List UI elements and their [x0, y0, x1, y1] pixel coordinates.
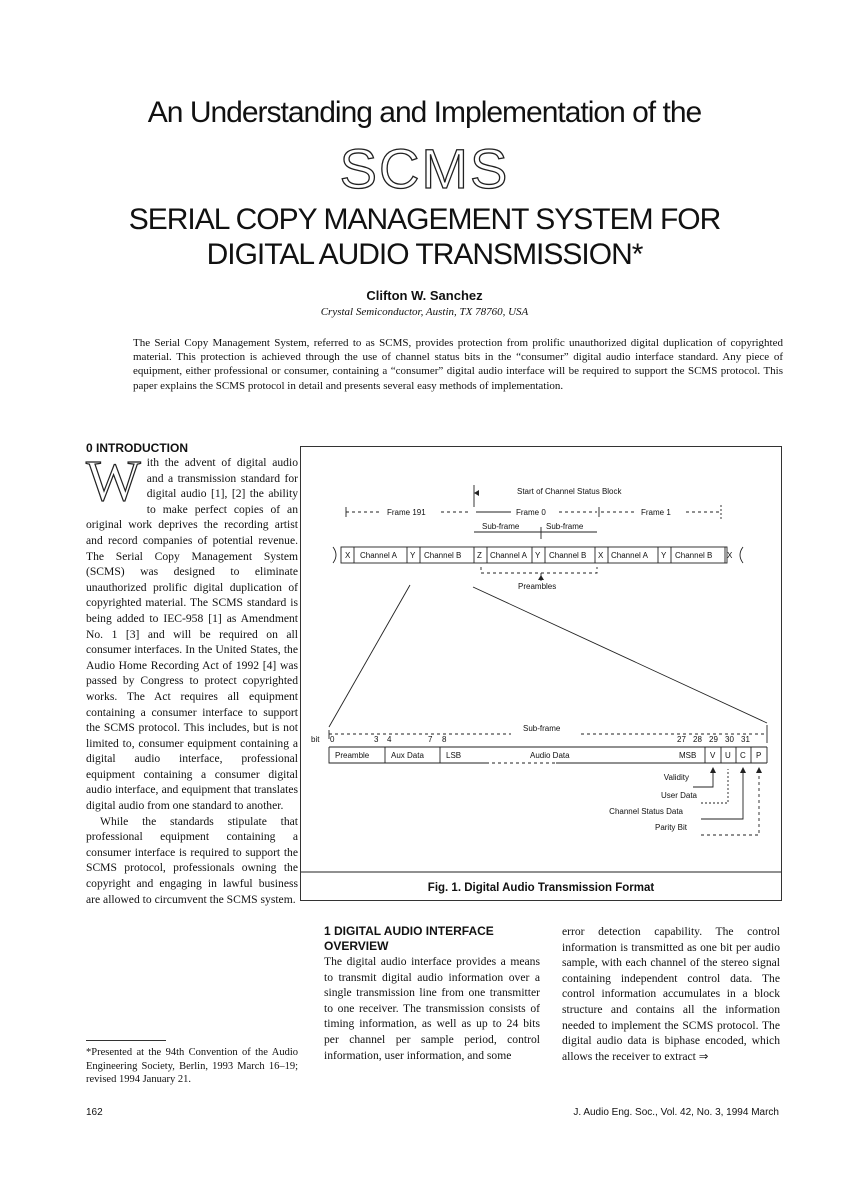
stream-channel-b-2: Channel B — [549, 551, 587, 560]
stream-z: Z — [477, 551, 482, 560]
footnote-rule — [86, 1040, 166, 1041]
author-name: Clifton W. Sanchez — [366, 288, 483, 303]
drop-cap: W — [86, 448, 141, 513]
preamble-bracket — [481, 567, 597, 573]
bit-num-4: 4 — [387, 735, 392, 744]
field-lsb: LSB — [446, 751, 462, 760]
frame191-label: Frame 191 — [387, 508, 426, 517]
title-acronym: SCMS — [339, 137, 510, 200]
overview-paragraph-1: The digital audio interface provides a means to transmit digital audio information over a single transmission line from one transmitter to one receiver. The transmission consists of timing information, as well as up to 24 bits per channel per sample period, control information, user information, and some — [324, 955, 540, 1062]
abstract: The Serial Copy Management System, referred to as SCMS, provides protection from prolific unauthorized digital duplication of copyrighted material. This protection is achieved through the use of channel status bits in the “consumer” digital audio interface standard. Any piece of equipment, either professional or consumer, containing a “consumer” digital audio interface will be required to support the SCMS protocol. This paper explains the SCMS protocol in detail and presents several easy methods of implementation. — [133, 337, 783, 392]
parity-leader — [701, 769, 759, 835]
bit-num-0: 0 — [330, 735, 335, 744]
stream-break-right — [740, 547, 743, 563]
figure-1 — [300, 446, 782, 901]
expand-line-left — [329, 585, 410, 727]
bit-num-8: 8 — [442, 735, 447, 744]
stream-channel-a-3: Channel A — [611, 551, 648, 560]
field-p: P — [756, 751, 762, 760]
bit-num-29: 29 — [709, 735, 718, 744]
bit-num-30: 30 — [725, 735, 734, 744]
userdata-leader — [701, 769, 728, 803]
section-1-heading-line-1: 1 DIGITAL AUDIO INTERFACE — [324, 924, 494, 938]
stream-y-2: Y — [535, 551, 541, 560]
field-audio-data: Audio Data — [530, 751, 570, 760]
bit-num-3: 3 — [374, 735, 379, 744]
legend-channel-status: Channel Status Data — [609, 807, 683, 816]
stream-x-3: X — [727, 551, 733, 560]
stream-channel-a-2: Channel A — [490, 551, 527, 560]
page-number: 162 — [86, 1107, 103, 1118]
field-v: V — [710, 751, 716, 760]
legend-validity: Validity — [663, 773, 689, 782]
field-c: C — [740, 751, 746, 760]
field-preamble: Preamble — [335, 751, 370, 760]
bit-num-31: 31 — [741, 735, 750, 744]
column-left — [86, 441, 298, 907]
column-middle — [324, 924, 540, 1063]
stream-y-1: Y — [410, 551, 416, 560]
stream-x-2: X — [598, 551, 604, 560]
legend-parity-bit: Parity Bit — [654, 823, 687, 832]
column-right — [562, 924, 780, 1064]
field-msb: MSB — [679, 751, 697, 760]
figure-caption: Fig. 1. Digital Audio Transmission Format — [427, 882, 655, 894]
stream-x-1: X — [345, 551, 351, 560]
title-line-1: An Understanding and Implementation of the — [147, 96, 702, 129]
stream-channel-b-1: Channel B — [424, 551, 462, 560]
bit-label: bit — [311, 735, 320, 744]
intro-paragraph-1-text: ith the advent of digital audio and a transmission standard for digital audio [1], [2] the ability to make perfect copies of an original work deprives the recording artist and record companies of potential revenue. The Serial Copy Management System (SCMS) was designed to eliminate unauthorized prolific digital duplication of copyrighted material. The SCMS standard is being added to IEC-958 [1] as Amendment No. 1 [3] and will be required on all consumer interfaces. In the United States, the Audio Home Recording Act of 1992 [4] was passed by Congress to protect copyrighted works. The Act requires all equipment containing a consumer interface to support the SCMS protocol. This includes, but is not limited to, consumer equipment containing a digital audio interface, professional equipment containing a consumer digital audio interface, and equipment that translates digital audio from one standard to another. — [86, 456, 298, 813]
stream-break-left — [333, 547, 336, 563]
journal-citation: J. Audio Eng. Soc., Vol. 42, No. 3, 1994 March — [573, 1107, 779, 1118]
author-affiliation: Crystal Semiconductor, Austin, TX 78760, USA — [320, 306, 529, 318]
frame0-label: Frame 0 — [516, 508, 546, 517]
stream-channel-b-3: Channel B — [675, 551, 713, 560]
legend-user-data: User Data — [660, 791, 697, 800]
title-line-3: SERIAL COPY MANAGEMENT SYSTEM FOR — [128, 203, 721, 236]
channel-status-leader — [701, 769, 743, 819]
subframe-a-label: Sub-frame — [482, 522, 520, 531]
field-aux-data: Aux Data — [391, 751, 424, 760]
intro-paragraph-2: While the standards stipulate that professional equipment containing a consumer interface is required to support the SCMS protocol, professionals owning the copyright and engaging in lawful business are allowed to circumvent the SCMS system. — [86, 814, 298, 906]
field-u: U — [725, 751, 731, 760]
bit-num-7: 7 — [428, 735, 433, 744]
subframe-b-label: Sub-frame — [546, 522, 584, 531]
bitstream-row — [341, 547, 727, 563]
section-0-heading: 0 INTRODUCTION — [86, 441, 188, 455]
stream-y-3: Y — [661, 551, 667, 560]
frame1-label: Frame 1 — [641, 508, 671, 517]
title-line-4: DIGITAL AUDIO TRANSMISSION* — [206, 238, 643, 271]
figure-1-diagram — [301, 447, 781, 900]
start-channel-status-label: Start of Channel Status Block — [517, 487, 622, 496]
footnote: *Presented at the 94th Convention of the Audio Engineering Society, Berlin, 1993 March 16–19; revised 1994 January 21. — [86, 1047, 298, 1085]
overview-paragraph-2: error detection capability. The control information is transmitted as one bit per audio sample, with each channel of the stereo signal containing independent control data. The control information accumulates in a block structure and contains all the information needed to implement the SCMS protocol. The digital audio data is biphase encoded, which allows the receiver to extract ⇒ — [562, 925, 780, 1063]
section-1-heading-line-2: OVERVIEW — [324, 939, 389, 953]
expand-line-right — [473, 587, 767, 723]
bit-num-28: 28 — [693, 735, 702, 744]
subframe-detail-label: Sub-frame — [523, 724, 561, 733]
preambles-label: Preambles — [518, 582, 557, 591]
bit-num-27: 27 — [677, 735, 686, 744]
validity-leader — [693, 769, 713, 787]
stream-channel-a-1: Channel A — [360, 551, 397, 560]
